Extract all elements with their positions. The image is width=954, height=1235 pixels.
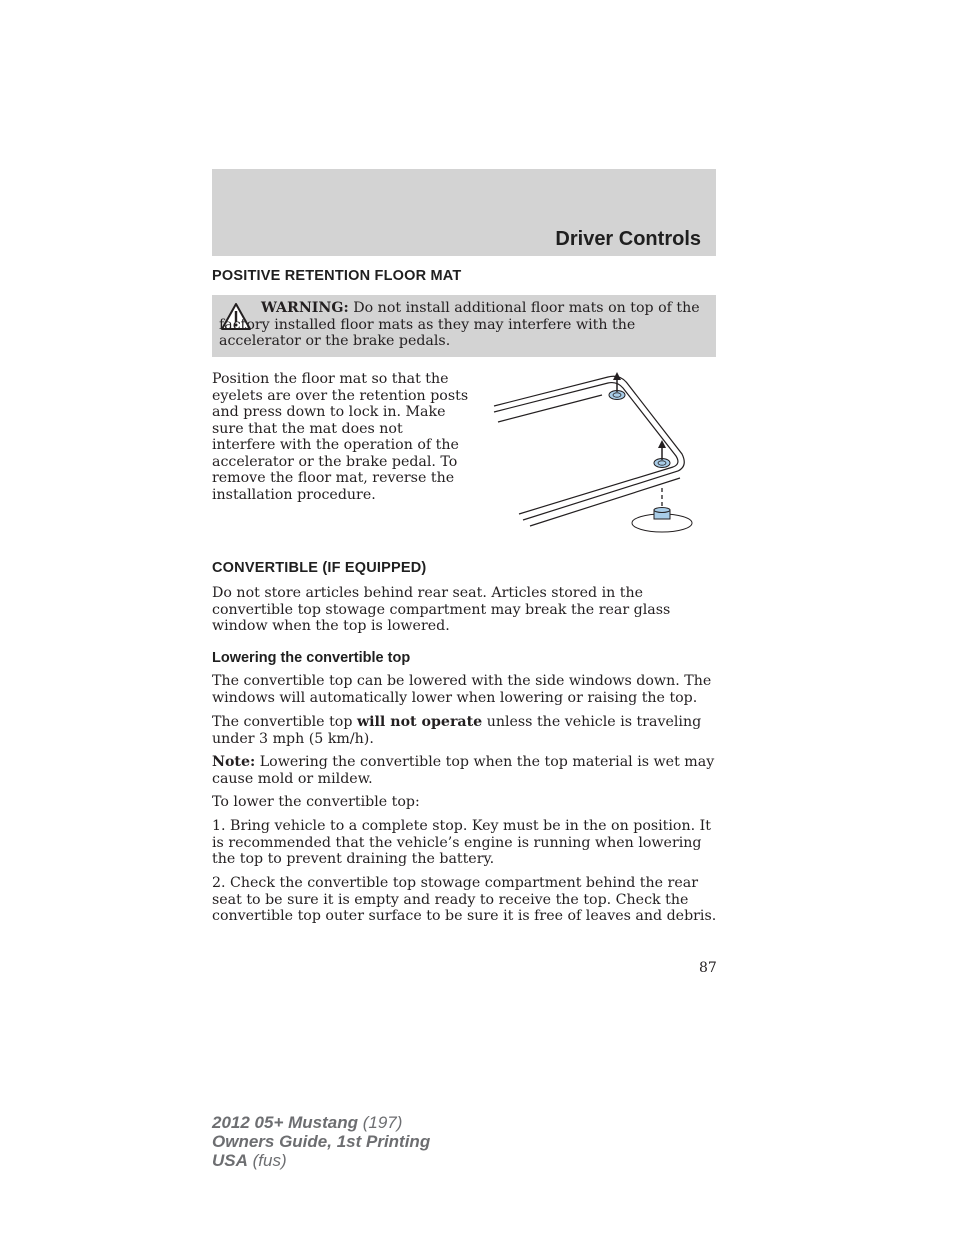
p2-text-after: unless the vehicle is traveling under 3 mph (5 km/h). — [212, 714, 702, 747]
section-header-band — [212, 169, 716, 256]
front-eyelet — [654, 440, 670, 468]
retention-post — [632, 488, 692, 532]
lowering-subheading: Lowering the convertible top — [212, 650, 411, 666]
p2-text-before: The convertible top — [212, 714, 357, 730]
step-1: 1. Bring vehicle to a complete stop. Key must be in the on position. It is recommended that the vehicle’s engine is running when lowering the top to prevent draining the battery. — [212, 818, 711, 867]
floor-mat-retention-post-illustration — [490, 368, 700, 536]
floor-mat-paragraph: Position the floor mat so that the eyelets are over the retention posts and press down to lock in. Make sure that the mat does not interfere with the operation of the accelerator or the brake pedal. To remove the floor mat, reverse the installation procedure. — [212, 371, 469, 503]
convertible-paragraph: Do not store articles behind rear seat. Articles stored in the convertible top stowage compartment may break the rear glass window when the top is lowered. — [212, 585, 671, 634]
footer-region-code: (fus) — [247, 1151, 287, 1170]
p2-bold-text: will not operate — [356, 714, 483, 730]
warning-box — [212, 295, 716, 357]
section-title: Driver Controls — [555, 228, 701, 250]
footer-model: 2012 05+ Mustang — [212, 1113, 358, 1132]
footer-model-code: (197) — [358, 1113, 403, 1132]
footer-imprint — [212, 1113, 430, 1170]
convertible-heading: CONVERTIBLE (IF EQUIPPED) — [212, 560, 427, 576]
note-paragraph — [212, 754, 718, 787]
footer-region: USA — [212, 1151, 248, 1170]
warning-label: WARNING: — [261, 300, 349, 316]
note-label: Note: — [212, 754, 256, 770]
warning-body: Do not install additional floor mats on top of the factory installed floor mats as they may interfere with the accelerator or the brake pedals. — [219, 300, 700, 349]
footer-guide: Owners Guide, 1st Printing — [212, 1132, 431, 1151]
step-2: 2. Check the convertible top stowage compartment behind the rear seat to be sure it is empty and ready to receive the top. Check the convertible top outer surface to be sure it is free of leaves and debris. — [212, 875, 717, 924]
page-number: 87 — [699, 960, 717, 976]
lowering-paragraph-1: The convertible top can be lowered with the side windows down. The windows will automatically lower when lowering or raising the top. — [212, 673, 712, 706]
note-text: Lowering the convertible top when the top material is wet may cause mold or mildew. — [212, 754, 715, 787]
warning-text — [219, 300, 707, 350]
lowering-paragraph-2 — [212, 714, 718, 747]
floor-mat-heading: POSITIVE RETENTION FLOOR MAT — [212, 268, 462, 284]
lowering-intro: To lower the convertible top: — [212, 794, 420, 810]
